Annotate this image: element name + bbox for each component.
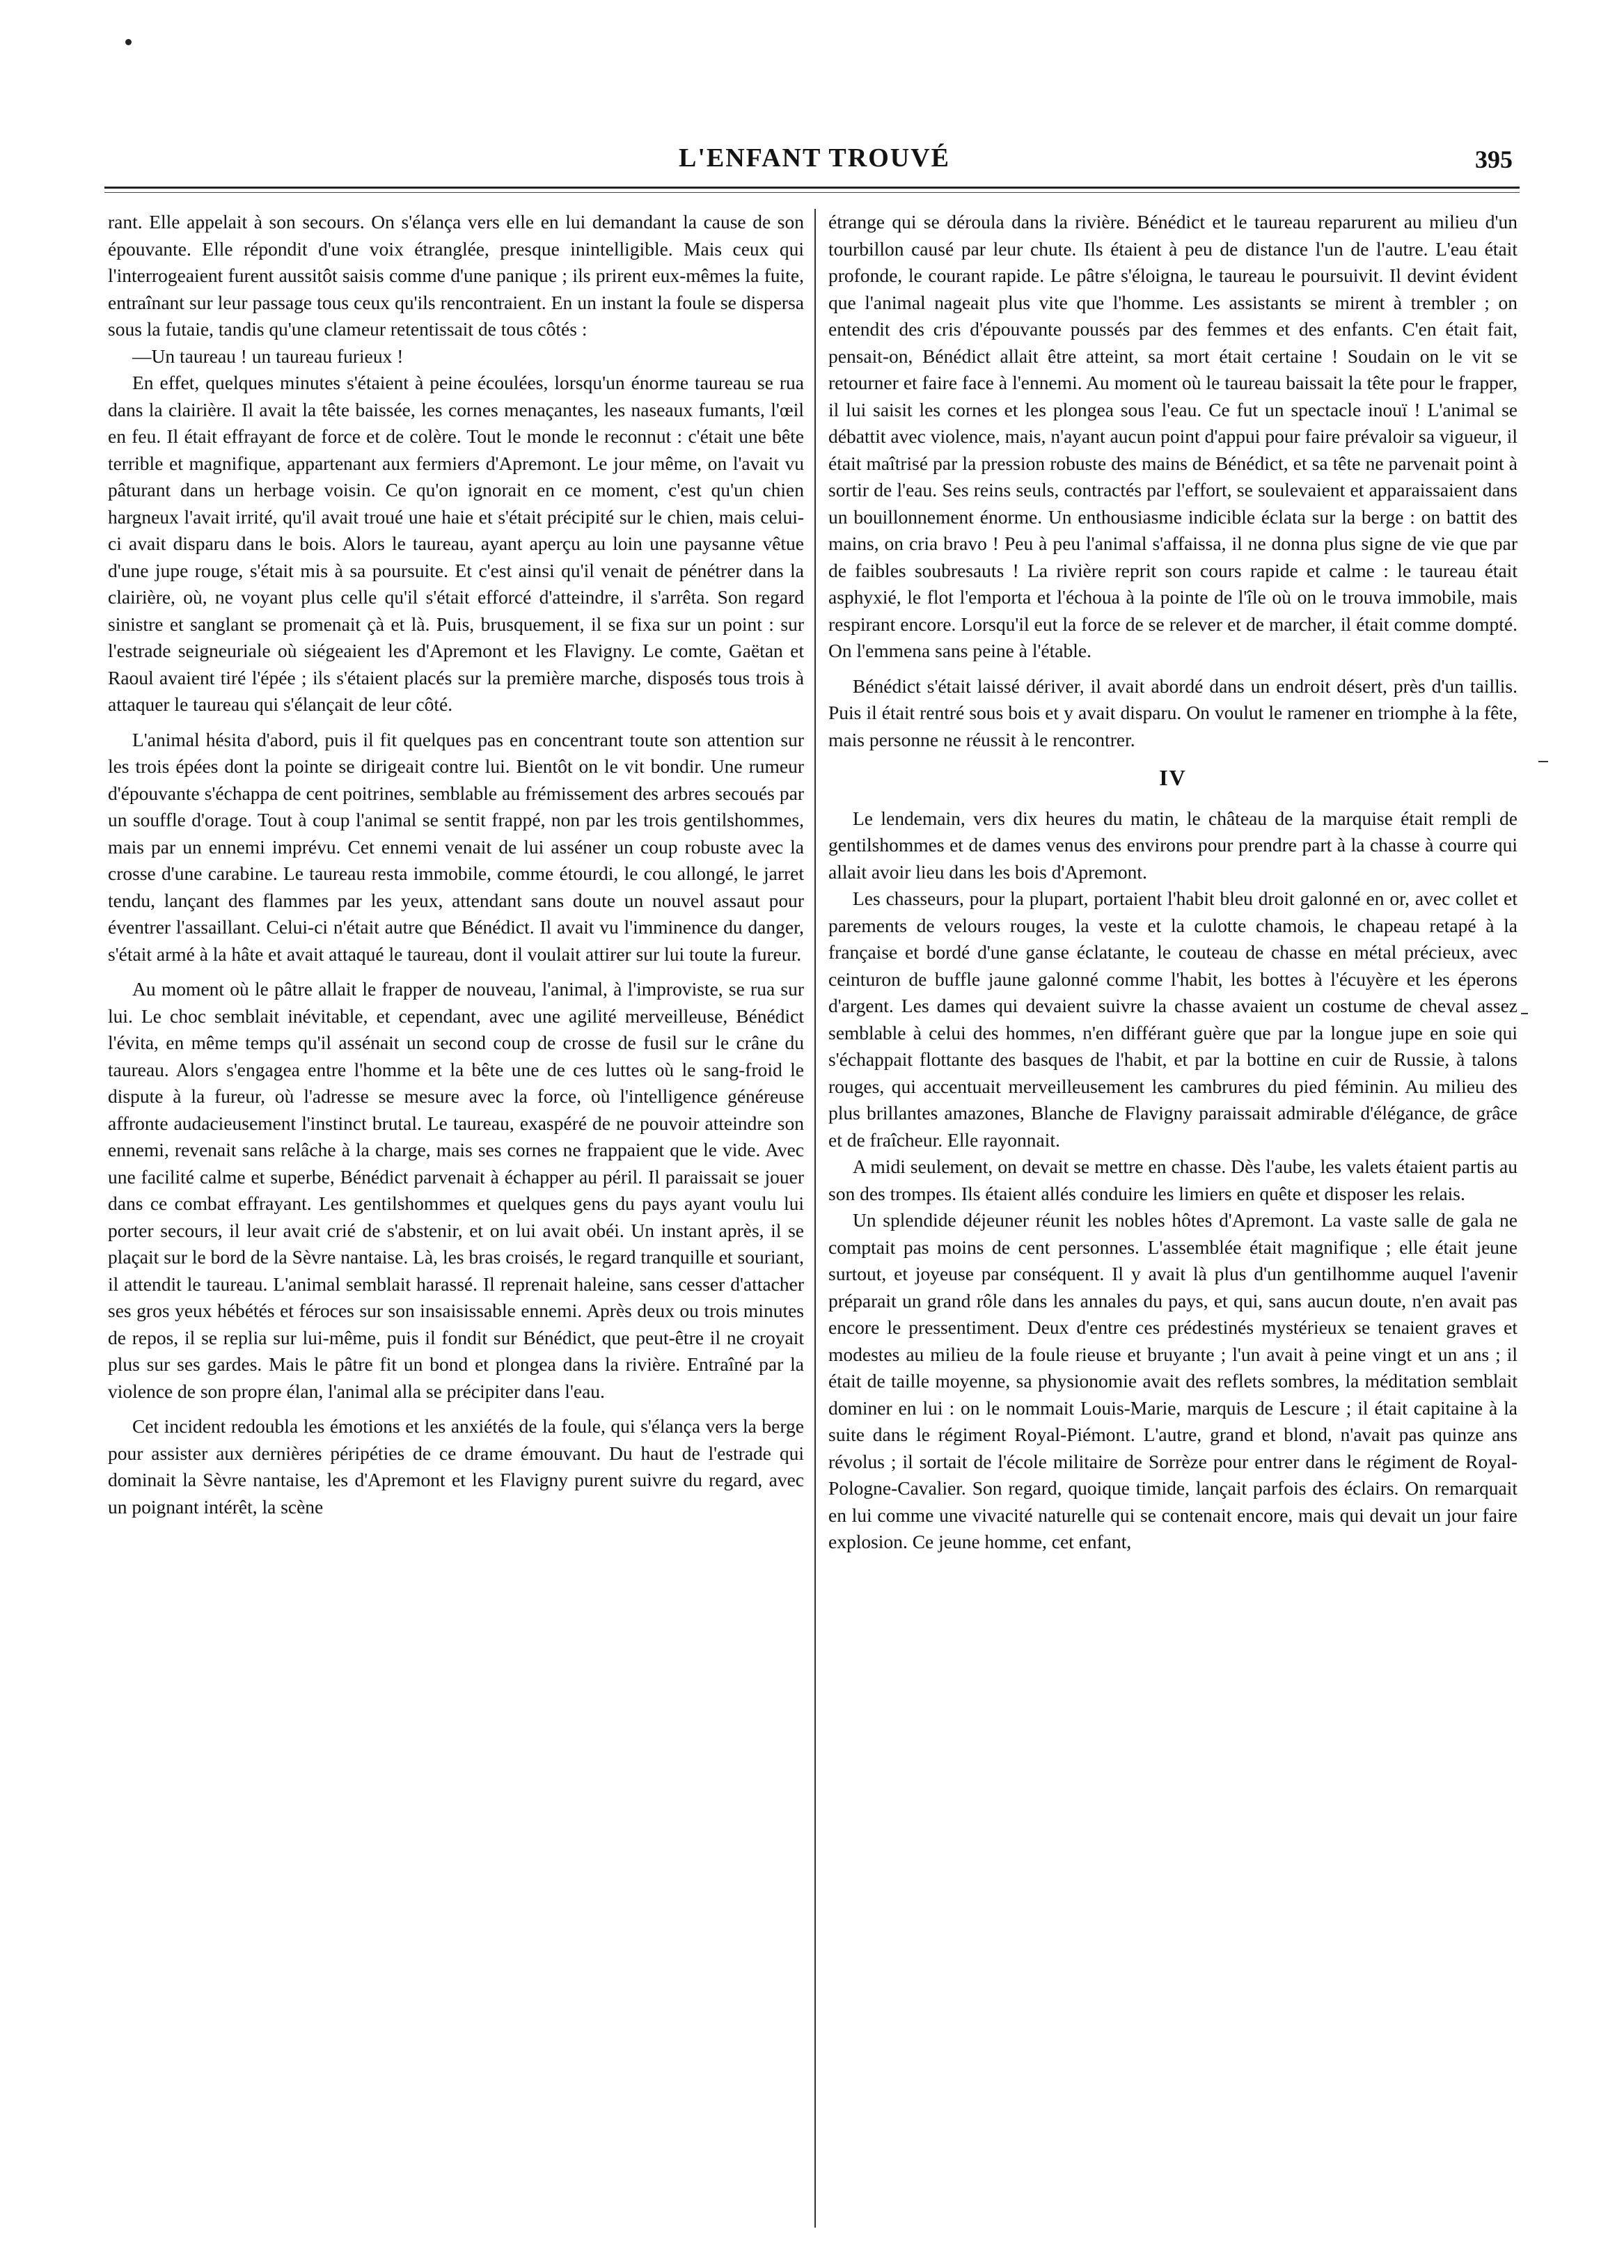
paragraph: Bénédict s'était laissé dériver, il avait abordé dans un endroit désert, près d'un taillis. Puis il était rentré sous bois et y avait disparu. On voulut le ramener en triomphe à la fête, mais personne ne réussit à le rencontrer. [828, 675, 1517, 750]
header-rule [104, 187, 1520, 189]
paragraph: A midi seulement, on devait se mettre en chasse. Dès l'aube, les valets étaient partis au son des trompes. Ils étaient allés conduire les limiers en quête et disposer les relais. [828, 1156, 1517, 1204]
running-title: L'ENFANT TROUVÉ [678, 143, 951, 173]
paragraph: étrange qui se déroula dans la rivière. Bénédict et le taureau reparurent au milieu d'un tourbillon causé par leur chute. Ils étaient à peu de distance l'un de l'autre. L'eau était profonde, le courant rapide. Le pâtre s'éloigna, le taureau le poursuivit. Il devint évident que l'animal nageait plus vite que l'homme. Les assistants se mirent à trembler ; on entendit des cris d'épouvante poussés par des femmes et des enfants. C'en était fait, pensait-on, Bénédict allait être atteint, sa mort était certaine ! Soudain on le vit se retourner et faire face à l'ennemi. Au moment où le taureau baissait la tête pour le frapper, il lui saisit les cornes et les plongea sous l'eau. Ce fut un spectacle inouï ! L'animal se débattit avec violence, mais, n'ayant aucun point d'appui pour faire prévaloir sa vigueur, il était maîtrisé par la pression robuste des mains de Bénédict, et sa tête ne parvenait point à sortir de l'eau. Ses reins seuls, contractés par l'effort, se soulevaient et apparaissaient dans un bouillonnement énorme. Un enthousiasme indicible éclata sur la berge : on battit des mains, on cria bravo ! Peu à peu l'animal s'affaissa, il ne donna plus signe de vie que par de faibles soubresauts ! La rivière reprit son cours rapide et calme : le taureau était asphyxié, le flot l'emporta et l'échoua à la pointe de l'île où on le trouva immobile, mais respirant encore. Lorsqu'il eut la force de se relever et de marcher, il était comme dompté. On l'emmena sans peine à l'étable. [828, 211, 1517, 661]
page-number: 395 [1475, 145, 1513, 173]
paragraph: L'animal hésita d'abord, puis il fit quelques pas en concentrant toute son attention sur les trois épées dont la pointe se dirigeait contre lui. Bientôt on le vit bondir. Une rumeur d'épouvante s'échappa de cent poitrines, semblable au frémissement des arbres secoués par un souffle d'orage. Tout à coup l'animal se sentit frappé, non par les trois gentilshommes, mais par un ennemi imprévu. Cet ennemi venait de lui asséner un coup robuste avec la crosse d'une carabine. Le taureau resta immobile, comme étourdi, le cou allongé, le jarret tendu, lançant des flammes par les yeux, attendant sans doute un nouvel assaut pour éventrer l'assaillant. Celui-ci n'était autre que Bénédict. Il avait vu l'imminence du danger, s'était armé à la hâte et avait attaqué le taureau, dont il voulait attirer sur lui toute la fureur. [108, 728, 804, 965]
column-divider [814, 209, 816, 2228]
ink-dot [125, 39, 132, 45]
paragraph: Le lendemain, vers dix heures du matin, le château de la marquise était rempli de gentilshommes et de dames venus des environs pour prendre part à la chasse à courre qui allait avoir lieu dans les bois d'Apremont. [828, 807, 1517, 883]
header-rule-thin [104, 192, 1520, 193]
margin-mark [1538, 761, 1548, 762]
margin-mark [1521, 1013, 1528, 1014]
paragraph: Les chasseurs, pour la plupart, portaient l'habit bleu droit galonné en or, avec collet et parements de velours rouges, la veste et la culotte chamois, le chapeau retapé à la française et bordé d'une ganse éclatante, le couteau de chasse en métal précieux, avec ceinturon de buffle jaune galonné comme l'habit, les bottes à l'écuyère et les éperons d'argent. Les dames qui devaient suivre la chasse avaient un costume de cheval assez semblable à celui des hommes, n'en différant guère que par la longue jupe en soie qui s'échappait flottante des basques de l'habit, et par la bottine en cuir de Russie, à talons rouges, qui accentuait merveilleusement les cambrures du pied féminin. Au milieu des plus brillantes amazones, Blanche de Flavigny paraissait admirable d'élégance, de grâce et de fraîcheur. Elle rayonnait. [828, 888, 1517, 1151]
right-column [828, 209, 1517, 2249]
paragraph: rant. Elle appelait à son secours. On s'élança vers elle en lui demandant la cause de son épouvante. Elle répondit d'une voix étranglée, presque inintelligible. Mais ceux qui l'interrogeaient furent aussitôt saisis comme d'une panique ; ils prirent eux-mêmes la fuite, entraînant sur leur passage tous ceux qu'ils rencontraient. En un instant la foule se dispersa sous la futaie, tandis qu'une clameur retentissait de tous côtés : [108, 211, 804, 340]
paragraph: Un splendide déjeuner réunit les nobles hôtes d'Apremont. La vaste salle de gala ne comptait pas moins de cent personnes. L'assemblée était magnifique ; elle était jeune surtout, et joyeuse par conséquent. Il y avait là plus d'un gentilhomme auquel l'avenir préparait un grand rôle dans les annales du pays, et qui, sans aucun doute, n'en avait pas encore le pressentiment. Deux d'entre ces prédestinés mystérieux se tenaient graves et modestes au milieu de la foule rieuse et bruyante ; l'un avait à peine vingt et un ans ; il était de taille moyenne, sa physionomie avait des reflets sombres, la méditation semblait dominer en lui : on le nommait Louis-Marie, marquis de Lescure ; il était capitaine à la suite dans le régiment Royal-Piémont. L'autre, grand et blond, n'avait pas quinze ans révolus ; il sortait de l'école militaire de Sorrèze pour entrer dans le régiment de Royal-Pologne-Cavalier. Son regard, quoique timide, lançait parfois des éclairs. On remarquait en lui comme une vivacité naturelle qui se contenait encore, mais qui devait un jour faire explosion. Ce jeune homme, cet enfant, [828, 1209, 1517, 1552]
paragraph: Au moment où le pâtre allait le frapper de nouveau, l'animal, à l'improviste, se rua sur lui. Le choc semblait inévitable, et cependant, avec une agilité merveilleuse, Bénédict l'évita, en même temps qu'il assénait un second coup de crosse de fusil sur le crâne du taureau. Alors s'engagea entre l'homme et la bête une de ces luttes où le sang-froid le dispute à la fureur, où l'adresse se mesure avec la force, où l'intelligence généreuse affronte audacieusement l'instinct brutal. Le taureau, exaspéré de ne pouvoir atteindre son ennemi, revenait sans relâche à la charge, mais ses cornes ne frappaient que le vide. Avec une facilité calme et superbe, Bénédict parvenait à échapper au péril. Il paraissait se jouer dans ce combat effrayant. Les gentilshommes et quelques gens du pays ayant voulu lui porter secours, il leur avait crié de s'abstenir, et on lui avait obéi. Un instant après, il se plaçait sur le bord de la Sèvre nantaise. Là, les bras croisés, le regard tranquille et souriant, il attendit le taureau. L'animal semblait harassé. Il reprenait haleine, sans cesser d'attacher ses gros yeux hébétés et féroces sur son insaisissable ennemi. Après deux ou trois minutes de repos, il se replia sur lui-même, puis il fondit sur Bénédict, que peut-être il ne croyait plus sur ses gardes. Mais le pâtre fit un bond et plongea dans la rivière. Entraîné par la violence de son propre élan, l'animal alla se précipiter dans l'eau. [108, 978, 804, 1402]
paragraph: Cet incident redoubla les émotions et les anxiétés de la foule, qui s'élança vers la berge pour assister aux dernières péripéties de ce drame émouvant. Du haut de l'estrade qui dominait la Sèvre nantaise, les d'Apremont et les Flavigny purent suivre du regard, avec un poignant intérêt, la scène [108, 1415, 804, 1518]
chapter-heading: IV [1159, 765, 1187, 790]
paragraph: En effet, quelques minutes s'étaient à peine écoulées, lorsqu'un énorme taureau se rua dans la clairière. Il avait la tête baissée, les cornes menaçantes, les naseaux fumants, l'œil en feu. Il était effrayant de force et de colère. Tout le monde le reconnut : c'était une bête terrible et magnifique, appartenant aux fermiers d'Apremont. Le jour même, on l'avait vu pâturant dans un herbage voisin. Ce qu'on ignorait en ce moment, c'est qu'un chien hargneux l'avait irrité, qu'il avait troué une haie et s'était précipité sur le chien, mais celui-ci avait disparu dans le bois. Alors le taureau, ayant aperçu au loin une paysanne vêtue d'une jupe rouge, s'était mis à sa poursuite. Et c'est ainsi qu'il venait de pénétrer dans la clairière, où, ne voyant plus celle qu'il s'était efforcé d'atteindre, il s'arrêta. Son regard sinistre et sanglant se promenait çà et là. Puis, brusquement, il se fixa sur un point : sur l'estrade seigneuriale où siégeaient les d'Apremont et les Flavigny. Le comte, Gaëtan et Raoul avaient tiré l'épée ; ils s'étaient placés sur la première marche, disposés tous trois à attaquer le taureau qui s'élançait de leur côté. [108, 372, 804, 715]
left-column [108, 209, 804, 2249]
dialogue-line: —Un taureau ! un taureau furieux ! [132, 345, 404, 367]
